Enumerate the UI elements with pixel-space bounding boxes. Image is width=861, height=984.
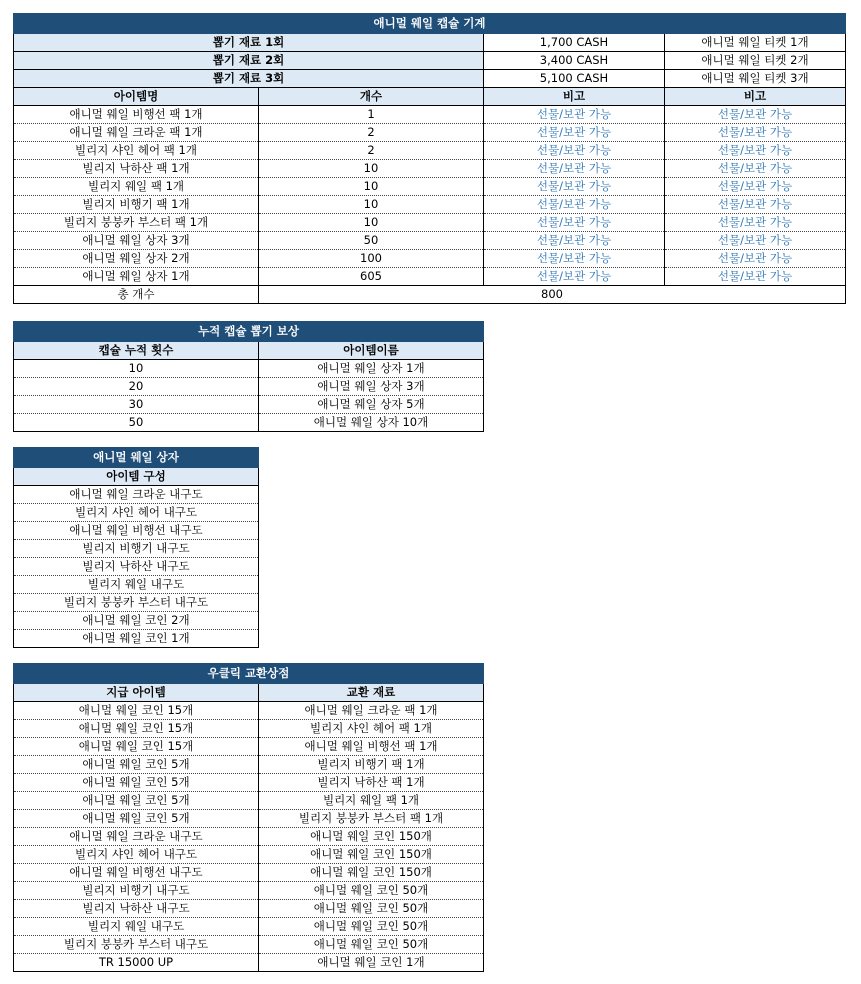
item-note: 선물/보관 가능 bbox=[665, 142, 846, 160]
cumulative-item: 애니멀 웨일 상자 1개 bbox=[259, 360, 484, 378]
column-header: 아이템이름 bbox=[259, 342, 484, 360]
cumulative-count: 20 bbox=[14, 378, 259, 396]
item-count: 10 bbox=[259, 178, 484, 196]
exchange-row bbox=[14, 810, 484, 828]
item-note: 선물/보관 가능 bbox=[484, 106, 665, 124]
whale-box-table bbox=[13, 447, 259, 648]
item-note: 선물/보관 가능 bbox=[484, 124, 665, 142]
item-name: 빌리지 비행기 팩 1개 bbox=[14, 196, 259, 214]
cumulative-row bbox=[14, 378, 484, 396]
item-row bbox=[14, 124, 846, 142]
item-count: 10 bbox=[259, 160, 484, 178]
exchange-header-row bbox=[14, 684, 484, 702]
exchange-give-item: 애니멀 웨일 비행선 내구도 bbox=[14, 864, 259, 882]
item-count: 10 bbox=[259, 214, 484, 232]
item-name: 애니멀 웨일 크라운 팩 1개 bbox=[14, 124, 259, 142]
item-name: 빌리지 낙하산 팩 1개 bbox=[14, 160, 259, 178]
box-item: 애니멀 웨일 코인 2개 bbox=[14, 612, 259, 630]
box-item: 빌리지 샤인 헤어 내구도 bbox=[14, 504, 259, 522]
exchange-give-item: 애니멀 웨일 코인 15개 bbox=[14, 738, 259, 756]
item-note: 선물/보관 가능 bbox=[665, 178, 846, 196]
total-row bbox=[14, 286, 846, 304]
item-note: 선물/보관 가능 bbox=[484, 268, 665, 286]
exchange-row bbox=[14, 720, 484, 738]
exchange-give-item: 빌리지 비행기 내구도 bbox=[14, 882, 259, 900]
exchange-row bbox=[14, 954, 484, 972]
exchange-row bbox=[14, 918, 484, 936]
exchange-material: 빌리지 붕붕카 부스터 팩 1개 bbox=[259, 810, 484, 828]
exchange-row bbox=[14, 828, 484, 846]
box-item: 애니멀 웨일 코인 1개 bbox=[14, 630, 259, 648]
column-header: 아이템 구성 bbox=[14, 468, 259, 486]
item-note: 선물/보관 가능 bbox=[665, 160, 846, 178]
box-item-row bbox=[14, 594, 259, 612]
item-note: 선물/보관 가능 bbox=[484, 160, 665, 178]
item-count: 100 bbox=[259, 250, 484, 268]
exchange-material: 애니멀 웨일 코인 150개 bbox=[259, 828, 484, 846]
exchange-give-item: 애니멀 웨일 코인 15개 bbox=[14, 702, 259, 720]
column-header: 비고 bbox=[665, 88, 846, 106]
item-count: 2 bbox=[259, 142, 484, 160]
box-item-row bbox=[14, 612, 259, 630]
box-item: 애니멀 웨일 비행선 내구도 bbox=[14, 522, 259, 540]
item-row bbox=[14, 232, 846, 250]
exchange-material: 애니멀 웨일 크라운 팩 1개 bbox=[259, 702, 484, 720]
material-cash-cost: 1,700 CASH bbox=[484, 34, 665, 52]
item-row bbox=[14, 178, 846, 196]
cumulative-item: 애니멀 웨일 상자 10개 bbox=[259, 414, 484, 432]
item-count: 605 bbox=[259, 268, 484, 286]
material-ticket-cost: 애니멀 웨일 티켓 1개 bbox=[665, 34, 846, 52]
cumulative-count: 10 bbox=[14, 360, 259, 378]
exchange-give-item: 애니멀 웨일 코인 5개 bbox=[14, 756, 259, 774]
column-header: 개수 bbox=[259, 88, 484, 106]
item-note: 선물/보관 가능 bbox=[665, 268, 846, 286]
exchange-material: 애니멀 웨일 코인 150개 bbox=[259, 864, 484, 882]
item-name: 빌리지 샤인 헤어 팩 1개 bbox=[14, 142, 259, 160]
exchange-give-item: 애니멀 웨일 코인 15개 bbox=[14, 720, 259, 738]
item-note: 선물/보관 가능 bbox=[484, 196, 665, 214]
column-header: 아이템명 bbox=[14, 88, 259, 106]
item-row bbox=[14, 160, 846, 178]
exchange-row bbox=[14, 774, 484, 792]
box-item: 빌리지 웨일 내구도 bbox=[14, 576, 259, 594]
exchange-row bbox=[14, 738, 484, 756]
box-item-row bbox=[14, 576, 259, 594]
item-note: 선물/보관 가능 bbox=[484, 214, 665, 232]
exchange-material: 빌리지 웨일 팩 1개 bbox=[259, 792, 484, 810]
exchange-give-item: 애니멀 웨일 크라운 내구도 bbox=[14, 828, 259, 846]
item-note: 선물/보관 가능 bbox=[665, 232, 846, 250]
item-name: 빌리지 붕붕카 부스터 팩 1개 bbox=[14, 214, 259, 232]
item-note: 선물/보관 가능 bbox=[665, 250, 846, 268]
exchange-material: 애니멀 웨일 코인 50개 bbox=[259, 936, 484, 954]
exchange-give-item: 애니멀 웨일 코인 5개 bbox=[14, 792, 259, 810]
exchange-row bbox=[14, 792, 484, 810]
cumulative-row bbox=[14, 396, 484, 414]
item-row bbox=[14, 250, 846, 268]
item-name: 애니멀 웨일 상자 1개 bbox=[14, 268, 259, 286]
cumulative-header-row bbox=[14, 342, 484, 360]
item-note: 선물/보관 가능 bbox=[484, 250, 665, 268]
box-item-row bbox=[14, 540, 259, 558]
item-count: 2 bbox=[259, 124, 484, 142]
box-item-row bbox=[14, 486, 259, 504]
exchange-give-item: 빌리지 샤인 헤어 내구도 bbox=[14, 846, 259, 864]
exchange-material: 애니멀 웨일 비행선 팩 1개 bbox=[259, 738, 484, 756]
exchange-row bbox=[14, 864, 484, 882]
material-row bbox=[14, 52, 846, 70]
cumulative-item: 애니멀 웨일 상자 5개 bbox=[259, 396, 484, 414]
box-item: 빌리지 비행기 내구도 bbox=[14, 540, 259, 558]
item-note: 선물/보관 가능 bbox=[665, 196, 846, 214]
column-header: 비고 bbox=[484, 88, 665, 106]
exchange-material: 애니멀 웨일 코인 50개 bbox=[259, 882, 484, 900]
item-name: 빌리지 웨일 팩 1개 bbox=[14, 178, 259, 196]
exchange-shop-table bbox=[13, 663, 484, 972]
item-row bbox=[14, 268, 846, 286]
exchange-material: 애니멀 웨일 코인 50개 bbox=[259, 900, 484, 918]
material-cash-cost: 5,100 CASH bbox=[484, 70, 665, 88]
whale-box-title: 애니멀 웨일 상자 bbox=[14, 448, 259, 468]
cumulative-reward-table bbox=[13, 321, 484, 432]
material-label: 뽑기 재료 1회 bbox=[14, 34, 484, 52]
exchange-give-item: 빌리지 웨일 내구도 bbox=[14, 918, 259, 936]
column-header: 지급 아이템 bbox=[14, 684, 259, 702]
exchange-material: 애니멀 웨일 코인 1개 bbox=[259, 954, 484, 972]
item-note: 선물/보관 가능 bbox=[665, 106, 846, 124]
column-header: 교환 재료 bbox=[259, 684, 484, 702]
exchange-material: 애니멀 웨일 코인 150개 bbox=[259, 846, 484, 864]
box-header-row bbox=[14, 468, 259, 486]
exchange-row bbox=[14, 900, 484, 918]
box-item: 애니멀 웨일 크라운 내구도 bbox=[14, 486, 259, 504]
column-header: 캡슐 누적 횟수 bbox=[14, 342, 259, 360]
exchange-material: 빌리지 낙하산 팩 1개 bbox=[259, 774, 484, 792]
material-label: 뽑기 재료 3회 bbox=[14, 70, 484, 88]
cumulative-row bbox=[14, 414, 484, 432]
capsule-machine-title: 애니멀 웨일 캡슐 기계 bbox=[14, 14, 846, 34]
exchange-give-item: 빌리지 붕붕카 부스터 내구도 bbox=[14, 936, 259, 954]
cumulative-item: 애니멀 웨일 상자 3개 bbox=[259, 378, 484, 396]
box-item-row bbox=[14, 504, 259, 522]
item-name: 애니멀 웨일 상자 3개 bbox=[14, 232, 259, 250]
exchange-give-item: 애니멀 웨일 코인 5개 bbox=[14, 810, 259, 828]
item-note: 선물/보관 가능 bbox=[484, 178, 665, 196]
item-row bbox=[14, 142, 846, 160]
material-row bbox=[14, 34, 846, 52]
item-header-row bbox=[14, 88, 846, 106]
material-cash-cost: 3,400 CASH bbox=[484, 52, 665, 70]
box-item: 빌리지 낙하산 내구도 bbox=[14, 558, 259, 576]
exchange-give-item: 빌리지 낙하산 내구도 bbox=[14, 900, 259, 918]
item-row bbox=[14, 196, 846, 214]
item-note: 선물/보관 가능 bbox=[665, 214, 846, 232]
item-count: 1 bbox=[259, 106, 484, 124]
item-note: 선물/보관 가능 bbox=[484, 142, 665, 160]
exchange-shop-title: 우클릭 교환상점 bbox=[14, 664, 484, 684]
exchange-material: 빌리지 샤인 헤어 팩 1개 bbox=[259, 720, 484, 738]
cumulative-reward-title: 누적 캡슐 뽑기 보상 bbox=[14, 322, 484, 342]
material-row bbox=[14, 70, 846, 88]
exchange-give-item: 애니멀 웨일 코인 5개 bbox=[14, 774, 259, 792]
item-name: 애니멀 웨일 비행선 팩 1개 bbox=[14, 106, 259, 124]
material-label: 뽑기 재료 2회 bbox=[14, 52, 484, 70]
exchange-row bbox=[14, 756, 484, 774]
capsule-machine-table bbox=[13, 13, 846, 304]
item-count: 50 bbox=[259, 232, 484, 250]
item-row bbox=[14, 106, 846, 124]
cumulative-row bbox=[14, 360, 484, 378]
exchange-give-item: TR 15000 UP bbox=[14, 954, 259, 972]
exchange-material: 애니멀 웨일 코인 50개 bbox=[259, 918, 484, 936]
material-ticket-cost: 애니멀 웨일 티켓 2개 bbox=[665, 52, 846, 70]
total-label: 총 개수 bbox=[14, 286, 259, 304]
total-value: 800 bbox=[259, 286, 846, 304]
box-item-row bbox=[14, 630, 259, 648]
exchange-row bbox=[14, 882, 484, 900]
cumulative-count: 30 bbox=[14, 396, 259, 414]
exchange-material: 빌리지 비행기 팩 1개 bbox=[259, 756, 484, 774]
box-item: 빌리지 붕붕카 부스터 내구도 bbox=[14, 594, 259, 612]
exchange-row bbox=[14, 702, 484, 720]
exchange-row bbox=[14, 846, 484, 864]
item-note: 선물/보관 가능 bbox=[665, 124, 846, 142]
box-item-row bbox=[14, 558, 259, 576]
item-name: 애니멀 웨일 상자 2개 bbox=[14, 250, 259, 268]
item-count: 10 bbox=[259, 196, 484, 214]
box-item-row bbox=[14, 522, 259, 540]
item-note: 선물/보관 가능 bbox=[484, 232, 665, 250]
cumulative-count: 50 bbox=[14, 414, 259, 432]
material-ticket-cost: 애니멀 웨일 티켓 3개 bbox=[665, 70, 846, 88]
item-row bbox=[14, 214, 846, 232]
exchange-row bbox=[14, 936, 484, 954]
